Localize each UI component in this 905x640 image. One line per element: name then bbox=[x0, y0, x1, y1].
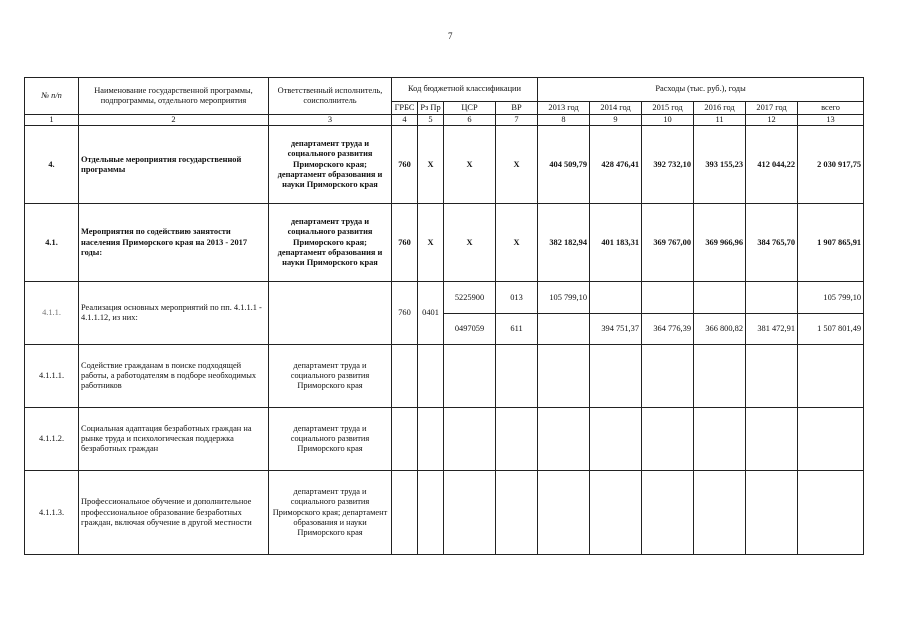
row-2016: 366 800,82 bbox=[694, 314, 746, 345]
row-name: Мероприятия по содействию занятости населения Приморского края на 2013 - 2017 годы: bbox=[79, 204, 269, 282]
row-csr: Х bbox=[444, 204, 496, 282]
row-vr: Х bbox=[496, 204, 538, 282]
header-2015: 2015 год bbox=[642, 102, 694, 115]
row-2013: 382 182,94 bbox=[538, 204, 590, 282]
row-responsible: департамент труда и социального развития Приморского края; департамент образования и науки Приморского края bbox=[269, 204, 392, 282]
row-2014: 428 476,41 bbox=[590, 126, 642, 204]
col-number: 6 bbox=[444, 115, 496, 126]
row-2013: 105 799,10 bbox=[538, 282, 590, 314]
row-grbs: 760 bbox=[392, 204, 418, 282]
header-num: № п/п bbox=[25, 78, 79, 115]
col-number: 4 bbox=[392, 115, 418, 126]
row-2015: 369 767,00 bbox=[642, 204, 694, 282]
col-number: 5 bbox=[418, 115, 444, 126]
row-num: 4.1.1.2. bbox=[25, 408, 79, 471]
header-2014: 2014 год bbox=[590, 102, 642, 115]
table-row-4-1-1a bbox=[25, 282, 864, 314]
row-2017 bbox=[746, 282, 798, 314]
row-2017: 381 472,91 bbox=[746, 314, 798, 345]
row-2014: 401 183,31 bbox=[590, 204, 642, 282]
row-2017: 384 765,70 bbox=[746, 204, 798, 282]
col-number: 11 bbox=[694, 115, 746, 126]
row-num: 4. bbox=[25, 126, 79, 204]
row-num: 4.1.1.1. bbox=[25, 345, 79, 408]
row-total: 105 799,10 bbox=[798, 282, 864, 314]
header-2017: 2017 год bbox=[746, 102, 798, 115]
header-row-1 bbox=[25, 78, 864, 102]
header-vr: ВР bbox=[496, 102, 538, 115]
row-name: Социальная адаптация безработных граждан на рынке труда и психологическая поддержка безработных граждан bbox=[79, 408, 269, 471]
row-name: Содействие гражданам в поиске подходящей работы, а работодателям в подборе необходимых работников bbox=[79, 345, 269, 408]
header-responsible: Ответственный исполнитель, соисполнитель bbox=[269, 78, 392, 115]
header-budget-code: Код бюджетной классификации bbox=[392, 78, 538, 102]
row-num: 4.1.1.3. bbox=[25, 471, 79, 555]
row-total: 2 030 917,75 bbox=[798, 126, 864, 204]
row-responsible: департамент труда и социального развития Приморского края; департамент образования и науки Приморского края bbox=[269, 471, 392, 555]
table-row-4-1-1-3 bbox=[25, 471, 864, 555]
row-2016: 369 966,96 bbox=[694, 204, 746, 282]
row-csr: 5225900 bbox=[444, 282, 496, 314]
row-total: 1 507 801,49 bbox=[798, 314, 864, 345]
col-number: 7 bbox=[496, 115, 538, 126]
row-2016: 393 155,23 bbox=[694, 126, 746, 204]
col-number: 9 bbox=[590, 115, 642, 126]
row-responsible: департамент труда и социального развития Приморского края bbox=[269, 408, 392, 471]
row-responsible: департамент труда и социального развития Приморского края bbox=[269, 345, 392, 408]
column-numbers-row bbox=[25, 115, 864, 126]
row-vr: Х bbox=[496, 126, 538, 204]
col-number: 13 bbox=[798, 115, 864, 126]
page-number: 7 bbox=[448, 31, 453, 41]
row-2017: 412 044,22 bbox=[746, 126, 798, 204]
row-rzpr: Х bbox=[418, 126, 444, 204]
row-responsible bbox=[269, 282, 392, 345]
row-name: Профессиональное обучение и дополнительное профессиональное образование безработных граждан, включая обучение в другой местности bbox=[79, 471, 269, 555]
row-2015 bbox=[642, 282, 694, 314]
header-2016: 2016 год bbox=[694, 102, 746, 115]
row-2014 bbox=[590, 282, 642, 314]
col-number: 2 bbox=[79, 115, 269, 126]
row-2013: 404 509,79 bbox=[538, 126, 590, 204]
budget-table bbox=[24, 77, 864, 555]
table-row-4-1-1-1 bbox=[25, 345, 864, 408]
row-2013 bbox=[538, 314, 590, 345]
header-csr: ЦСР bbox=[444, 102, 496, 115]
table-row-4-1 bbox=[25, 204, 864, 282]
row-total: 1 907 865,91 bbox=[798, 204, 864, 282]
row-responsible: департамент труда и социального развития Приморского края; департамент образования и науки Приморского края bbox=[269, 126, 392, 204]
header-2013: 2013 год bbox=[538, 102, 590, 115]
header-rzpr: Рз Пр bbox=[418, 102, 444, 115]
col-number: 3 bbox=[269, 115, 392, 126]
row-name: Реализация основных мероприятий по пп. 4.1.1.1 - 4.1.1.12, из них: bbox=[79, 282, 269, 345]
row-rzpr: Х bbox=[418, 204, 444, 282]
row-2015: 364 776,39 bbox=[642, 314, 694, 345]
header-expenses: Расходы (тыс. руб.), годы bbox=[538, 78, 864, 102]
row-csr: 0497059 bbox=[444, 314, 496, 345]
col-number: 10 bbox=[642, 115, 694, 126]
col-number: 1 bbox=[25, 115, 79, 126]
table-row-4-1-1-2 bbox=[25, 408, 864, 471]
header-grbs: ГРБС bbox=[392, 102, 418, 115]
row-2014: 394 751,37 bbox=[590, 314, 642, 345]
row-csr: Х bbox=[444, 126, 496, 204]
table-row-4 bbox=[25, 126, 864, 204]
row-num: 4.1. bbox=[25, 204, 79, 282]
row-vr: 611 bbox=[496, 314, 538, 345]
row-2016 bbox=[694, 282, 746, 314]
row-rzpr: 0401 bbox=[418, 282, 444, 345]
header-total: всего bbox=[798, 102, 864, 115]
col-number: 8 bbox=[538, 115, 590, 126]
row-grbs: 760 bbox=[392, 126, 418, 204]
row-2015: 392 732,10 bbox=[642, 126, 694, 204]
row-num: 4.1.1. bbox=[25, 282, 79, 345]
row-grbs: 760 bbox=[392, 282, 418, 345]
row-name: Отдельные мероприятия государственной программы bbox=[79, 126, 269, 204]
header-name: Наименование государственной программы, подпрограммы, отдельного мероприятия bbox=[79, 78, 269, 115]
row-vr: 013 bbox=[496, 282, 538, 314]
col-number: 12 bbox=[746, 115, 798, 126]
